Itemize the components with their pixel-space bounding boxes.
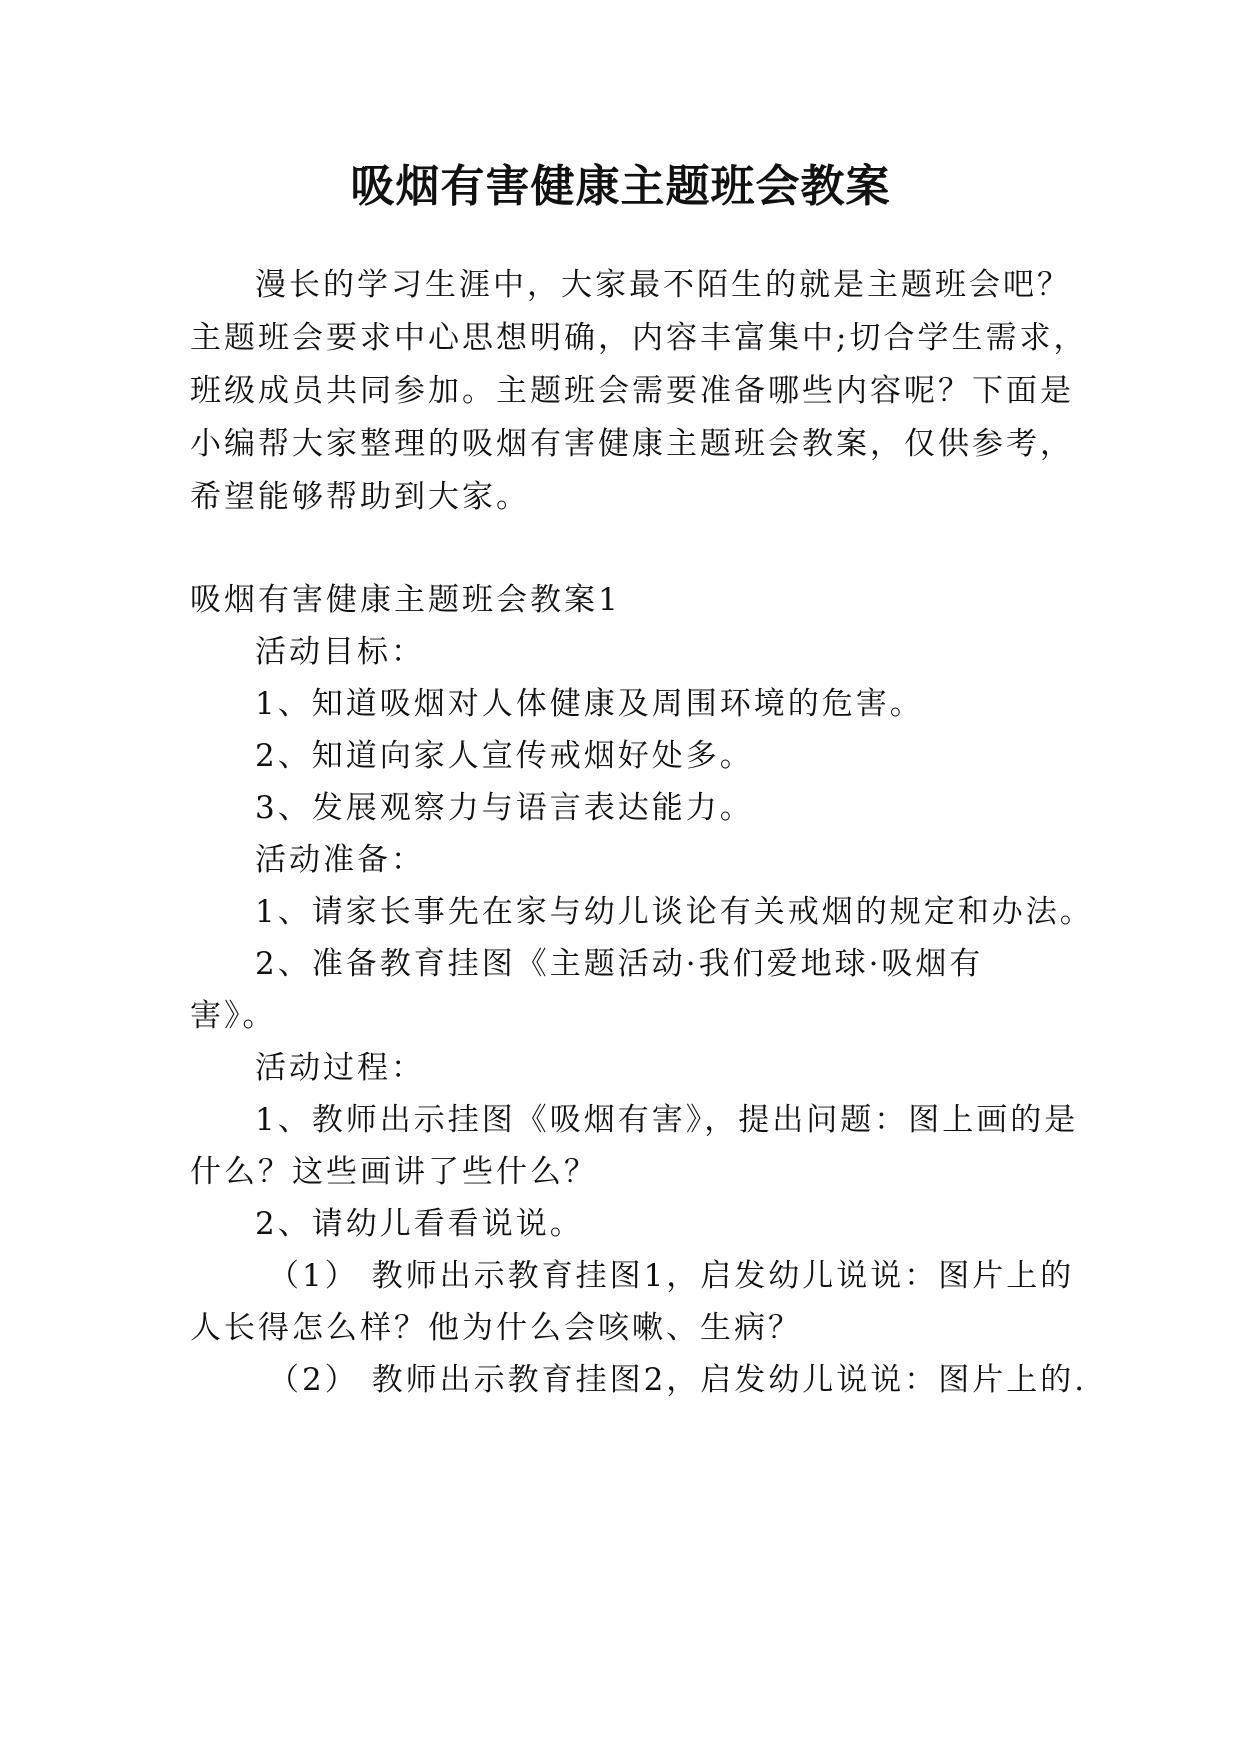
preparation-item: 害》。 xyxy=(190,998,277,1034)
process-item: 1、教师出示挂图《吸烟有害》，提出问题：图上画的是 xyxy=(255,1102,1079,1138)
process-heading: 活动过程： xyxy=(255,1050,425,1086)
preparation-item: 1、请家长事先在家与幼儿谈论有关戒烟的规定和办法。 xyxy=(255,894,1094,930)
document-title: 吸烟有害健康主题班会教案 xyxy=(350,161,891,212)
objective-item: 3、发展观察力与语言表达能力。 xyxy=(255,790,754,826)
objective-item: 1、知道吸烟对人体健康及周围环境的危害。 xyxy=(255,686,924,722)
process-item: （2） 教师出示教育挂图2，启发幼儿说说：图片上的. xyxy=(268,1362,1088,1398)
intro-line: 班级成员共同参加。主题班会需要准备哪些内容呢？下面是 xyxy=(190,373,1074,409)
intro-line: 希望能够帮助到大家。 xyxy=(190,479,530,515)
objective-item: 2、知道向家人宣传戒烟好处多。 xyxy=(255,738,754,774)
section-heading: 吸烟有害健康主题班会教案1 xyxy=(190,582,621,618)
objectives-heading: 活动目标： xyxy=(255,634,425,670)
preparation-item: 2、准备教育挂图《主题活动·我们爱地球·吸烟有 xyxy=(255,946,984,982)
process-item: 人长得怎么样？他为什么会咳嗽、生病？ xyxy=(190,1310,802,1346)
preparation-heading: 活动准备： xyxy=(255,842,425,878)
process-item: 2、请幼儿看看说说。 xyxy=(255,1206,584,1242)
process-item: 什么？这些画讲了些什么？ xyxy=(190,1154,598,1190)
intro-line: 漫长的学习生涯中，大家最不陌生的就是主题班会吧？ xyxy=(255,267,1071,303)
intro-line: 小编帮大家整理的吸烟有害健康主题班会教案，仅供参考， xyxy=(190,426,1074,462)
intro-line: 主题班会要求中心思想明确，内容丰富集中;切合学生需求， xyxy=(190,320,1088,356)
process-item: （1） 教师出示教育挂图1，启发幼儿说说：图片上的 xyxy=(268,1258,1075,1294)
